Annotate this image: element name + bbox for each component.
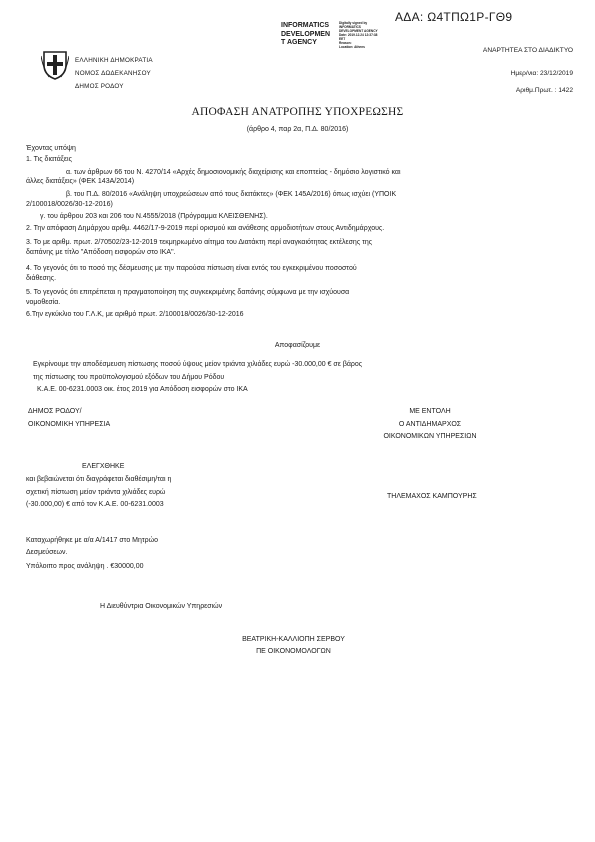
- left-signatory-line-1: ΔΗΜΟΣ ΡΟΔΟΥ/: [28, 408, 82, 415]
- signature-detail-line: Date: 2019.12.24 12:37:38: [339, 33, 378, 37]
- digital-signature-details: [339, 21, 378, 49]
- signature-name-line: T AGENCY: [281, 39, 317, 47]
- registered-line-1: Καταχωρήθηκε με α/α Α/1417 στο Μητρώο: [26, 537, 159, 544]
- director-rank: ΠΕ ΟΙΚΟΝΟΜΟΛΟΓΩΝ: [256, 648, 331, 655]
- ada-code: ΑΔΑ: Ω4ΤΠΩ1Ρ-ΓΘ9: [395, 10, 513, 24]
- item-5-cont: νομοθεσία.: [26, 299, 61, 306]
- left-signatory-line-2: ΟΙΚΟΝΟΜΙΚΗ ΥΠΗΡΕΣΙΑ: [28, 421, 111, 428]
- right-signatory-line-2: Ο ΑΝΤΙΔΗΜΑΡΧΟΣ: [398, 421, 462, 428]
- prefecture-label: ΝΟΜΟΣ ΔΩΔΕΚΑΝΗΣΟΥ: [75, 70, 151, 77]
- checked-line-3: (-30.000,00) € από τον Κ.Α.Ε. 00-6231.0003: [26, 501, 164, 508]
- right-signatory-line-3: ΟΙΚΟΝΟΜΙΚΩΝ ΥΠΗΡΕΣΙΩΝ: [383, 433, 477, 440]
- registered-line-2: Δεσμεύσεων.: [26, 549, 68, 556]
- considering-heading: Έχοντας υπόψη: [26, 145, 76, 152]
- checked-heading: ΕΛΕΓΧΘΗΚΕ: [82, 463, 125, 470]
- document-subtitle: (άρθρο 4, παρ 2α, Π.Δ. 80/2016): [246, 126, 349, 133]
- item-3: 3. Το με αριθμ. πρωτ. 2/70502/23-12-2019 τεκμηριωμένο αίτημα του Διατάκτη περί αναγκαιότητας εκτέλεσης της: [26, 239, 373, 246]
- item-1a-text: α. των άρθρων 66 του Ν. 4270/14 «Αρχές δημοσιονομικής διαχείρισης και εποπτείας - δημόσιο λογιστικό και: [66, 169, 401, 176]
- item-1b-text: β. του Π.Δ. 80/2016 «Ανάληψη υποχρεώσεων από τους διατάκτες» (ΦΕΚ 145Α/2016) όπως ισχύει (ΥΠΟΙΚ: [66, 191, 397, 198]
- item-4-cont: διάθεσης.: [26, 275, 57, 282]
- signature-name-line: DEVELOPMEN: [281, 30, 331, 38]
- signature-detail-line: INFORMATICS: [339, 25, 361, 29]
- item-4: 4. Το γεγονός ότι το ποσό της δέσμευσης με την παρούσα πίστωση είναι εντός του εγκεκριμένου ποσοστού: [26, 265, 357, 272]
- municipality-label: ΔΗΜΟΣ ΡΟΔΟΥ: [75, 83, 124, 90]
- item-3-cont: δαπάνης με τίτλο "Απόδοση εισφορών στο ΙΚΑ".: [26, 249, 176, 256]
- registered-line-3: Υπόλοιπο προς ανάληψη . €30000,00: [26, 563, 144, 570]
- director-name: ΒΕΑΤΡΙΚΗ-ΚΑΛΛΙΟΠΗ ΣΕΡΒΟΥ: [242, 636, 345, 643]
- republic-label: ΕΛΛΗΝΙΚΗ ΔΗΜΟΚΡΑΤΙΑ: [75, 57, 153, 64]
- decision-line-2: της πίστωσης του προϋπολογισμού εξόδων του Δήμου Ρόδου: [33, 374, 225, 381]
- decision-heading: Αποφασίζουμε: [274, 342, 321, 349]
- signature-detail-line: EET: [339, 37, 346, 41]
- item-5: 5. Το γεγονός ότι επιτρέπεται η πραγματοποίηση της συγκεκριμένης δαπάνης σύμφωνα με την ισχύουσα: [26, 289, 350, 296]
- item-1b: [26, 189, 589, 200]
- decision-line-1: Εγκρίνουμε την αποδέσμευση πίστωσης ποσού ύψους μείον τριάντα χιλιάδες ευρώ -30.000,00 € σε βάρος: [33, 361, 363, 368]
- item-6: 6.Την εγκύκλιο του Γ.Λ.Κ, με αριθμό πρωτ. 2/100018/0026/30-12-2016: [26, 311, 244, 318]
- item-1a: [26, 167, 589, 178]
- signature-detail-line: Reason:: [339, 41, 352, 45]
- director-title: Η Διευθύντρια Οικονομικών Υπηρεσιών: [100, 603, 223, 610]
- document-title: ΑΠΟΦΑΣΗ ΑΝΑΤΡΟΠΗΣ ΥΠΟΧΡΕΩΣΗΣ: [191, 106, 404, 118]
- item-2: 2. Την απόφαση Δημάρχου αριθμ. 4462/17-9-2019 περί ορισμού και ανάθεσης αρμοδιοτήτων στους Αντιδημάρχους.: [26, 225, 385, 232]
- signature-detail-line: Digitally signed by: [339, 21, 368, 25]
- greek-coat-of-arms-icon: [41, 50, 69, 80]
- protocol-number: Αριθμ.Πρωτ. : 1422: [515, 87, 573, 94]
- right-signatory-line-1: ΜΕ ΕΝΤΟΛΗ: [409, 408, 451, 415]
- signature-name-line: INFORMATICS: [281, 22, 330, 29]
- checked-line-1: και βεβαιώνεται ότι διαγράφεται διαθέσιμη/ται η: [26, 476, 172, 483]
- decision-line-3: Κ.Α.Ε. 00-6231.0003 οικ. έτος 2019 για Απόδοση εισφορών στο ΙΚΑ: [37, 386, 248, 393]
- signature-detail-line: DEVELOPMENT AGENCY: [339, 29, 378, 33]
- posting-label: ΑΝΑΡΤΗΤΕΑ ΣΤΟ ΔΙΑΔΙΚΤΥΟ: [482, 47, 573, 54]
- checked-line-2: σχετική πίστωση μείον τριάντα χιλιάδες ευρώ: [26, 489, 166, 496]
- issuing-authority: [75, 54, 153, 93]
- signature-detail-line: Location: Athens: [339, 45, 365, 49]
- digital-signature-name: [281, 22, 330, 48]
- item-1a-cont: άλλες διατάξεις» (ΦΕΚ 143Α/2014): [26, 178, 135, 185]
- item-1c: γ. του άρθρου 203 και 206 του Ν.4555/2018 (Πρόγραμμα ΚΛΕΙΣΘΕΝΗΣ).: [40, 213, 268, 220]
- document-date: Ημερ/νια: 23/12/2019: [510, 70, 573, 77]
- right-signatory-name: ΤΗΛΕΜΑΧΟΣ ΚΑΜΠΟΥΡΗΣ: [387, 493, 477, 500]
- item-1: 1. Τις διατάξεις: [26, 156, 72, 163]
- item-1b-cont: 2/100018/0026/30-12-2016): [26, 201, 113, 208]
